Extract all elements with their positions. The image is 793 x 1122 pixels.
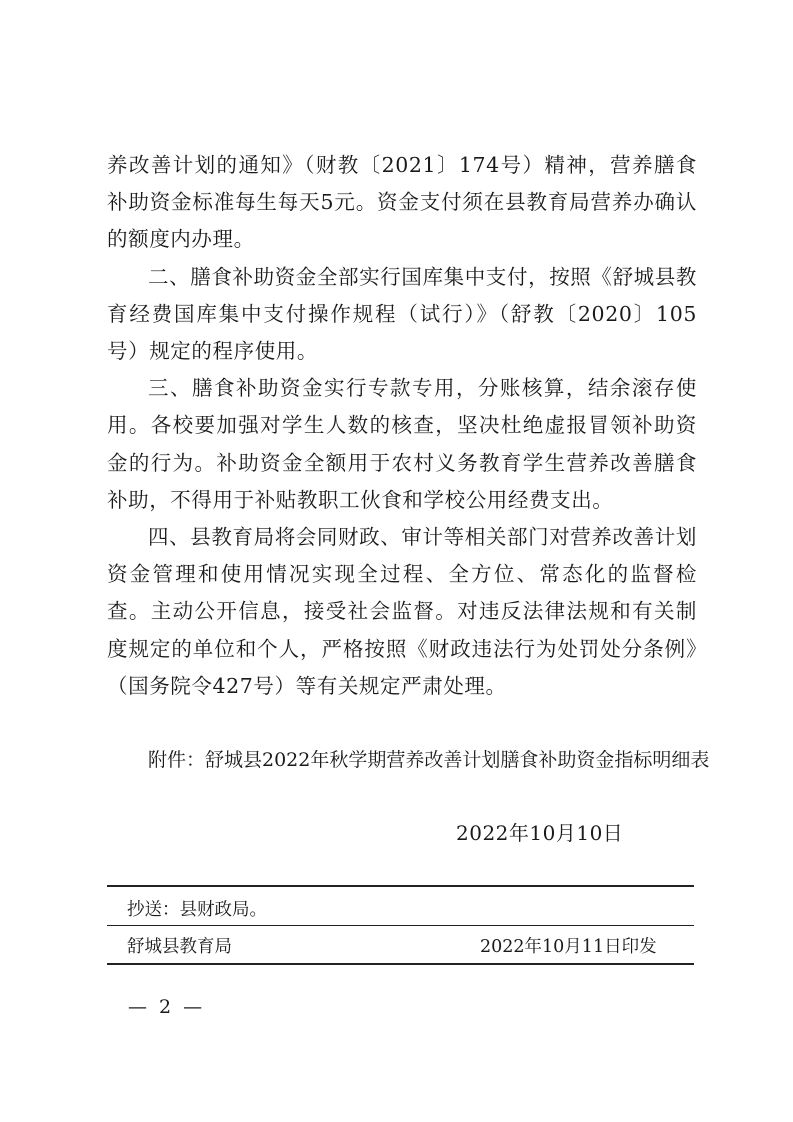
cc-line: 抄送：县财政局。 <box>127 900 267 920</box>
footer-middle-rule <box>107 925 694 926</box>
document-body <box>107 147 697 705</box>
paragraph-item-3: 三、膳食补助资金实行专款专用，分账核算，结余滚存使用。各校要加强对学生人数的核查，坚决杜绝虚报冒领补助资金的行为。补助资金全额用于农村义务教育学生营养改善膳食补助，不得用于补贴教职工伙食和学校公用经费支出。 <box>107 376 697 512</box>
footer-bottom-rule <box>107 963 694 965</box>
footer-top-rule <box>107 885 694 887</box>
paragraph-item-2: 二、膳食补助资金全部实行国库集中支付，按照《舒城县教育经费国库集中支付操作规程（试行）》（舒教〔2020〕105号）规定的程序使用。 <box>107 264 697 364</box>
paragraph-continuation: 养改善计划的通知》（财教〔2021〕174号）精神，营养膳食补助资金标准每生每天5元。资金支付须在县教育局营养办确认的额度内办理。 <box>107 153 697 252</box>
paragraph-item-4: 四、县教育局将会同财政、审计等相关部门对营养改善计划资金管理和使用情况实现全过程、全方位、常态化的监督检查。主动公开信息，接受社会监督。对违反法律法规和有关制度规定的单位和个人，严格按照《财政违法行为处罚处分条例》（国务院令427号）等有关规定严肃处理。 <box>107 525 697 698</box>
attachment-line: 附件：舒城县2022年秋学期营养改善计划膳食补助资金指标明细表 <box>148 749 710 771</box>
printed-date: 2022年10月11日印发 <box>480 937 657 957</box>
page-number: — 2 — <box>128 996 206 1018</box>
document-date: 2022年10月10日 <box>456 821 624 845</box>
issuing-office: 舒城县教育局 <box>127 937 232 957</box>
